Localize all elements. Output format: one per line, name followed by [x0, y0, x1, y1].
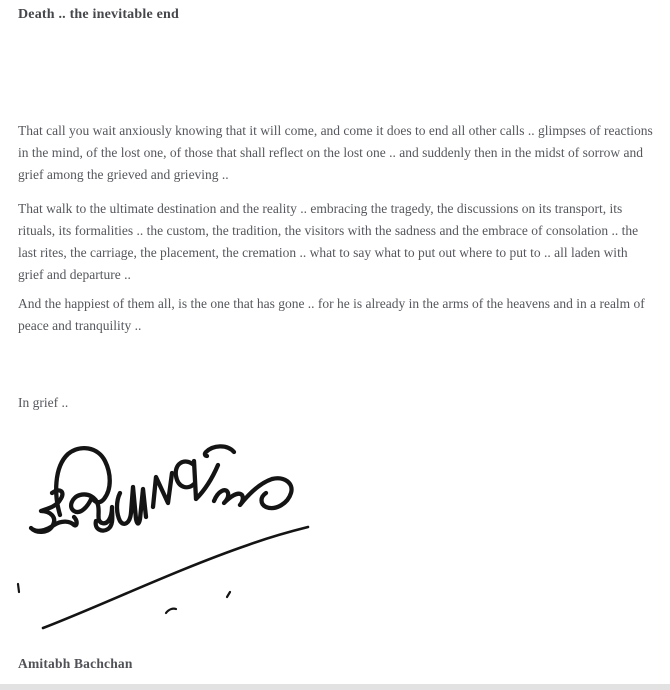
bottom-edge-bar [0, 684, 670, 690]
closing-line: In grief .. [18, 395, 69, 410]
signee-name: Amitabh Bachchan [18, 656, 133, 671]
paragraph-2: That walk to the ultimate destination and the reality .. embracing the tragedy, the discussions on its transport, its rituals, its formalities .. the custom, the tradition, the visitors with the sadness and the embrace of consolation .. the last rites, the carriage, the placement, the cremation .. what to say what to put out where to put to .. all laden with grief and departure .. [18, 201, 639, 282]
document-title: Death .. the inevitable end [18, 7, 179, 22]
paragraph-3: And the happiest of them all, is the one that has gone .. for he is already in the arms of the heavens and in a realm of peace and tranquility .. [18, 296, 645, 333]
handwritten-signature-image [8, 437, 328, 642]
paragraph-1: That call you wait anxiously knowing that it will come, and come it does to end all other calls .. glimpses of reactions in the mind, of the lost one, of those that shall reflect on the lost one .. and suddenly then in the midst of sorrow and grief among the grieved and grieving .. [18, 123, 653, 182]
